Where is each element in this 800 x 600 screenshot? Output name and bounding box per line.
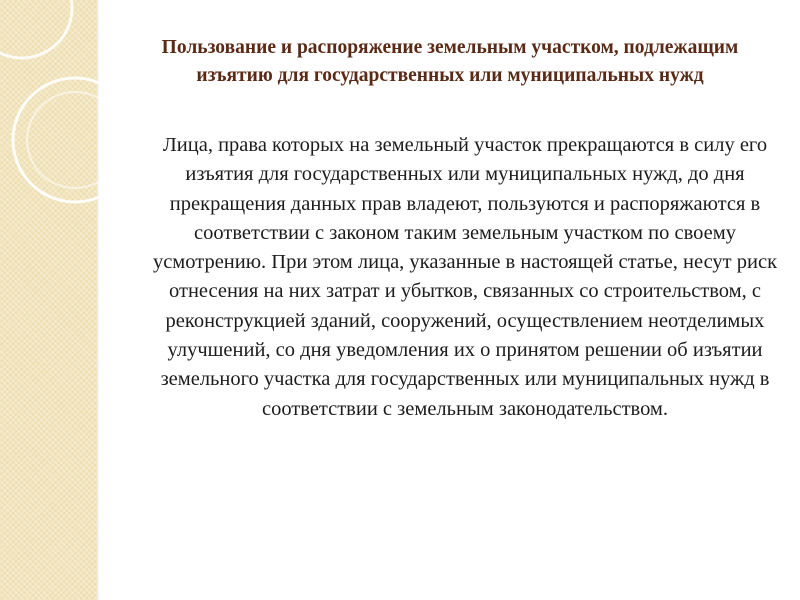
- slide-body-text: Лица, права которых на земельный участок прекращаются в силу его изъятия для государственных или муниципальных нужд, до дня прекращения данных прав владеют, пользуются и распоряжаются в соответствии с законом таким земельным участком по своему усмотрению. При этом лица, указанные в настоящей статье, несут риск отнесения на них затрат и убытков, связанных со строительством, с реконструкцией зданий, сооружений, осуществлением неотделимых улучшений, со дня уведомления их о принятом решении об изъятии земельного участка для государственных или муниципальных нужд в соответствии с земельным законодательством.: [152, 134, 778, 420]
- slide-title: Пользование и распоряжение земельным участком, подлежащим изъятию для государственных или муниципальных нужд: [161, 37, 739, 86]
- decorative-circles-icon: [0, 0, 140, 220]
